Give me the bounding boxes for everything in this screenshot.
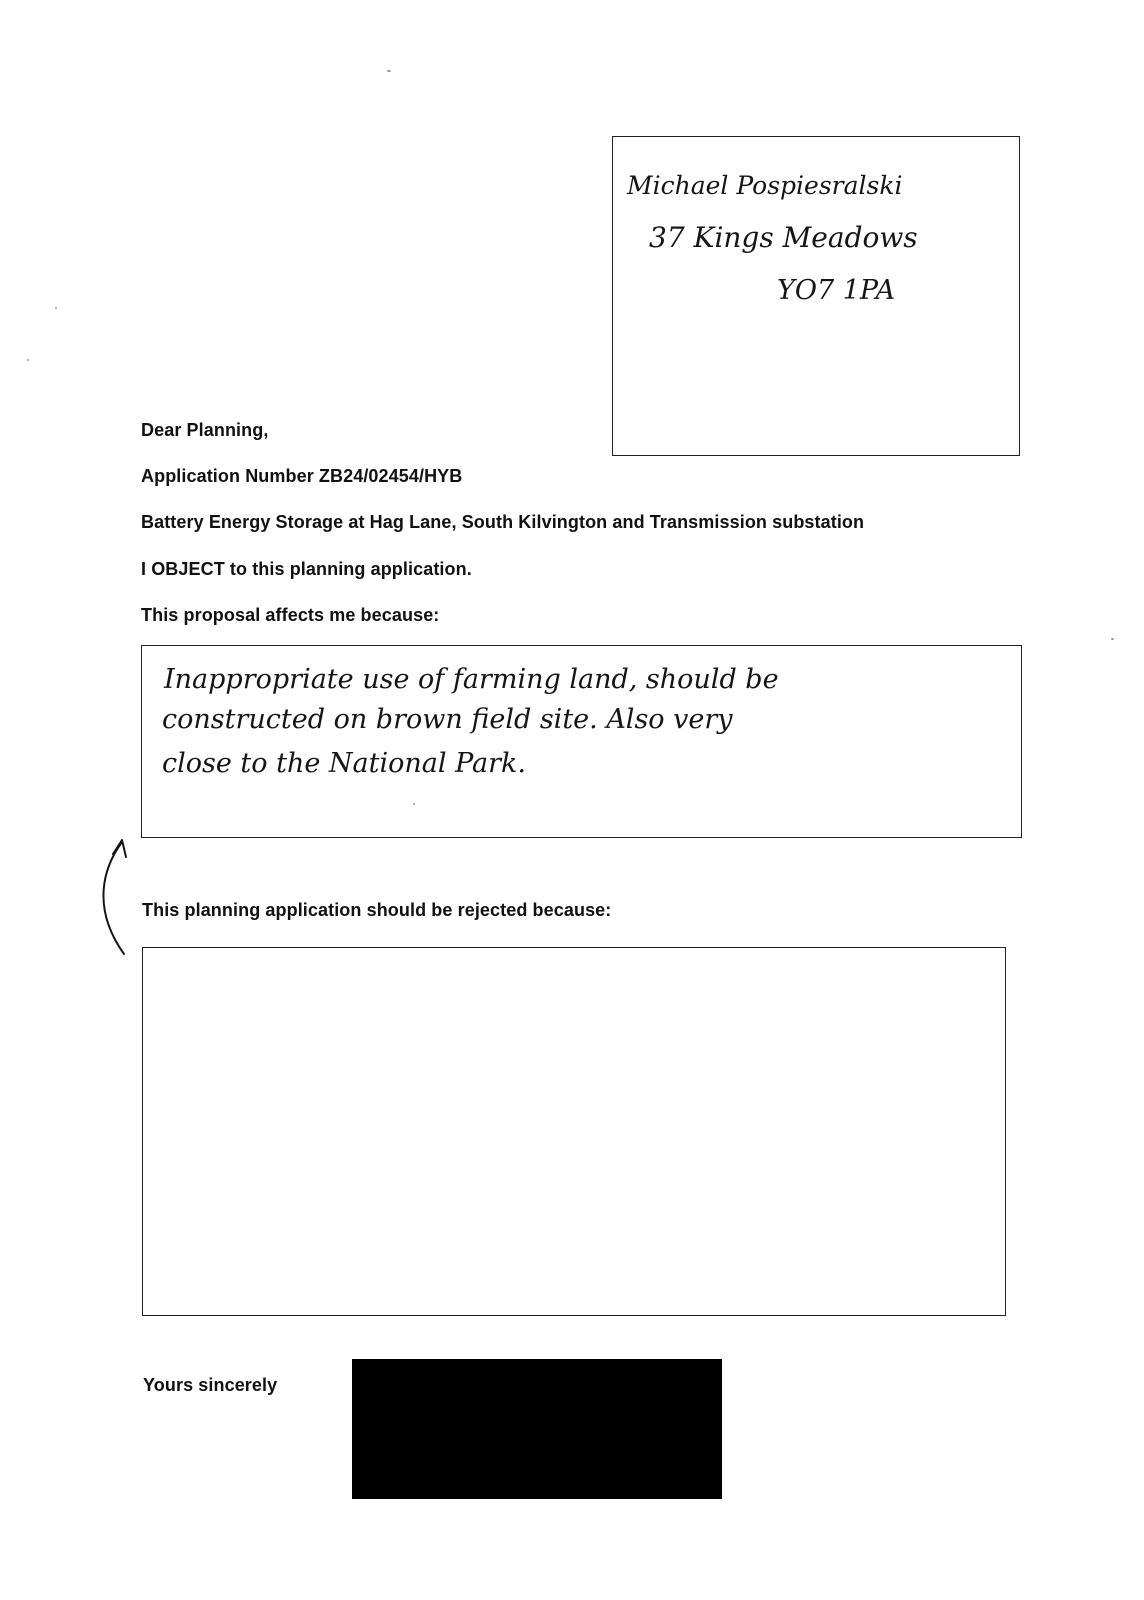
rejection-reason-box[interactable] xyxy=(142,947,1006,1316)
scan-speck xyxy=(55,307,57,309)
application-subject: Battery Energy Storage at Hag Lane, South Kilvington and Transmission substation xyxy=(141,512,865,532)
scan-speck xyxy=(387,70,391,72)
handwritten-reason-line: Inappropriate use of farming land, should be xyxy=(164,664,779,695)
scan-speck xyxy=(27,359,29,361)
affects-heading: This proposal affects me because: xyxy=(141,605,440,625)
salutation: Dear Planning, xyxy=(141,420,269,440)
handwritten-name: Michael Pospiesralski xyxy=(627,171,903,200)
arrow-pointer-icon xyxy=(92,832,132,962)
objection-statement: I OBJECT to this planning application. xyxy=(141,559,472,579)
closing: Yours sincerely xyxy=(143,1375,278,1395)
redacted-signature xyxy=(352,1359,722,1499)
handwritten-postcode: YO7 1PA xyxy=(777,275,896,306)
handwritten-street: 37 Kings Meadows xyxy=(649,221,918,254)
rejected-heading: This planning application should be rejected because: xyxy=(142,900,612,920)
handwritten-reason-line: constructed on brown field site. Also very xyxy=(162,704,733,735)
address-box xyxy=(612,136,1020,456)
affects-reason-box[interactable] xyxy=(141,645,1022,838)
rejection-reason-text xyxy=(143,948,1005,972)
handwritten-reason-line: close to the National Park. xyxy=(162,748,526,779)
application-number: Application Number ZB24/02454/HYB xyxy=(141,466,463,486)
scan-speck xyxy=(1111,638,1114,640)
